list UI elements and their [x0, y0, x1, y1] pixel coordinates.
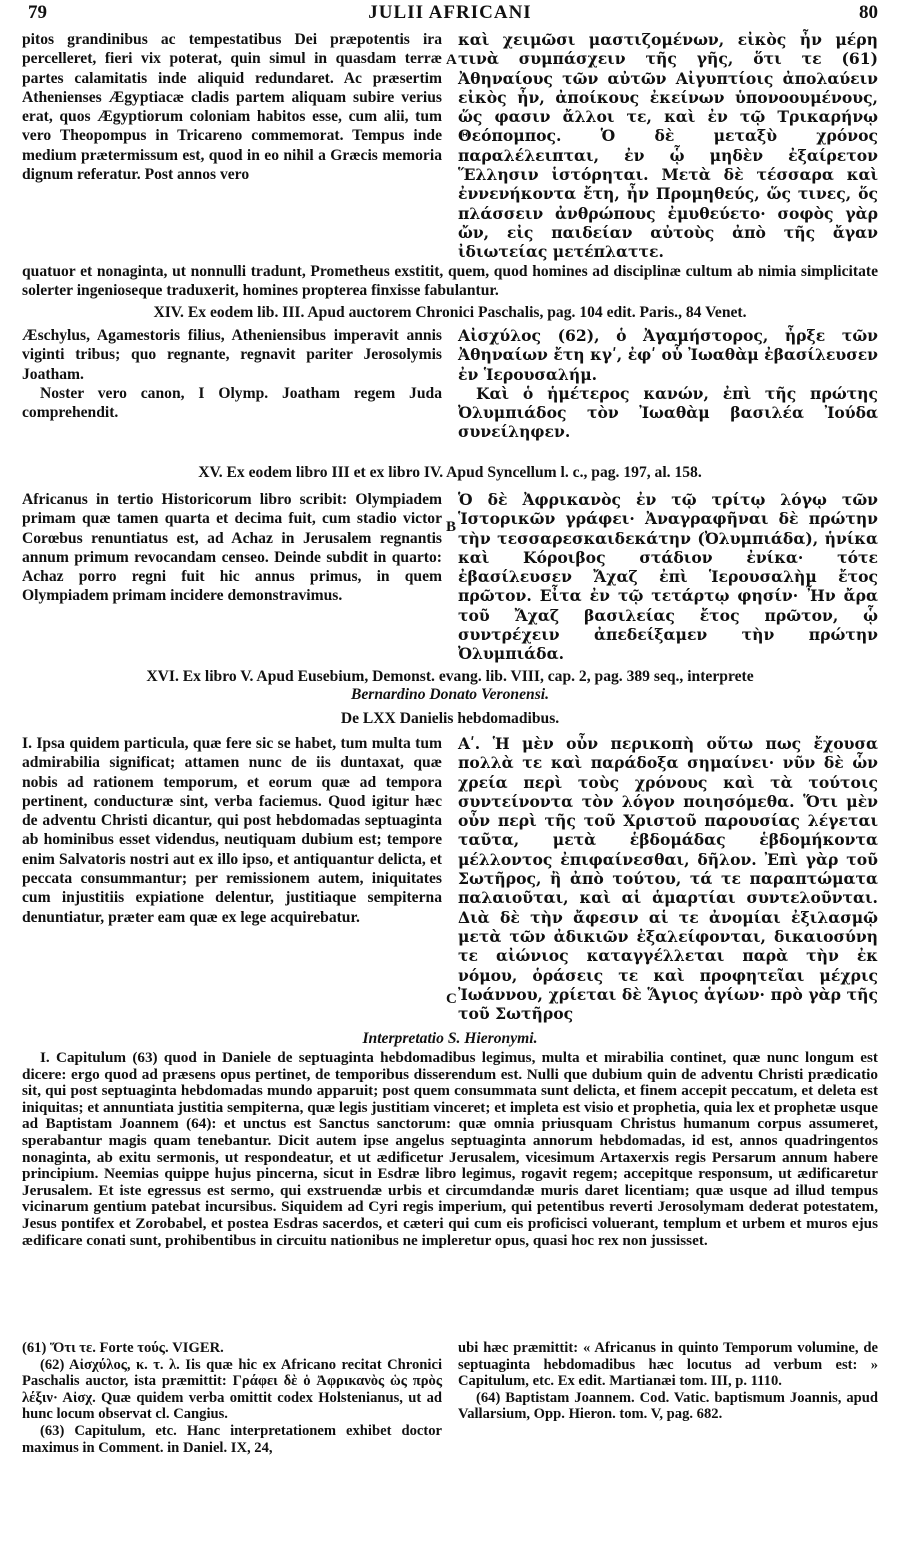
- page-number-right: 80: [859, 2, 878, 23]
- footnotes: [22, 1340, 878, 1456]
- footnote-62: (62) Αἰσχύλος, κ. τ. λ. Iis quæ hic ex Africano recitat Chronici Paschalis auctor, ista præmittit: Γράφει δὲ ὁ Ἀφρικανὸς ὡς πρὸς λέξιν· Αἰσχ. Quæ quidem verba omittit codex Holstenianus, ut ad hunc locum observat cl. Cangius.: [22, 1356, 442, 1423]
- section-14-greek: [458, 326, 878, 442]
- section-15-columns: [22, 490, 878, 664]
- section-13-latin: pitos grandinibus ac tempestatibus Dei præpotentis ira percelleret, fieri vix poterat, quin simul in quasdam terræ partes calamitatis inde aliquid redundaret. Ac præsertim Athenienses Ægyptiacæ cladis partem aliquam subire verius erat, quos Ægyptiorum coloniam habitos esse, cum alii, tum vero Theopompus in Tricareno commemorat. Tempus inde medium prætermissum est, quod in eo nihil a Græcis memoria dignum referatur. Post annos vero: [22, 31, 442, 184]
- section-14-greek-para2: Καὶ ὁ ἡμέτερος κανών, ἐπὶ τῆς πρώτης Ὀλυμπιάδος τὸν Ἰωαθὰμ βασιλέα Ἰούδα συνείληφεν.: [458, 383, 878, 442]
- interpretation-text: I. Capitulum (63) quod in Daniele de septuaginta hebdomadibus legimus, multa et mirabilia continet, quæ nunc longum est dicere: ergo quod ad præsens opus pertinet, de temporibus disserendum est. Nulli que dubium quin de adventu Christi prædicatio sit, qui post septuaginta hebdomadas mundo apparuit; post quem consummata sunt delicta, et finem accepit peccatum, et deleta est iniquitas; et annuntiata justitia sempiterna, quæ legis justitiam vinceret; et impleta est visio et prophetia, quia lex et prophetæ usque ad Baptistam Joannem (64): et unctus est Sanctus sanctorum: quæ omnia priusquam Christus humanum corpus assumeret, sperabantur magis quam tenebantur. Dicit autem ipse angelus septuaginta annorum hebdomadas, id est, annos quadringentos nonaginta, ab exitu sermonis, ut respondeatur, et ut ædificetur Jerusalem, vicesimum Artaxerxis regis Persarum annum habere principium. Neemias quippe hujus pincerna, sicut in Esdræ libro legimus, rogavit regem; accepitque responsum, ut ædificaretur Jerusalem. Et iste egressus est sermo, qui exstruendæ urbis et circumdandæ muris daret licentiam; quæ usque ad illud tempus vicinarum gentium patebat incursibus. Siquidem ad Cyri regis imperium, qui petentibus reverti Jerosolymam dederat potestatem, Jesus pontifex et Zorobabel, et postea Esdras sacerdos, et cæteri qui cum eis proficisci voluerant, templum et urbem et muros ejus ædificare conati sunt, prohibentibus in circuitu nationibus ne impleretur opus, quasi hoc rex non jussisset.: [22, 1049, 878, 1249]
- section-14-greek-para1: Αἰσχύλος (62), ὁ Ἀγαμήστορος, ἦρξε τῶν Ἀθηναίων ἔτη κγʹ, ἐφʹ οὗ Ἰωαθὰμ ἐβασίλευσεν ἐν Ἱερουσαλήμ.: [458, 326, 878, 384]
- footnotes-left: [22, 1340, 442, 1456]
- section-16-heading: XVI. Ex libro V. Apud Eusebium, Demonst. evang. lib. VIII, cap. 2, pag. 389 seq., interprete: [146, 668, 754, 685]
- section-14-latin: [22, 326, 442, 442]
- section-16-translator: Bernardino Donato Veronensi.: [350, 686, 549, 703]
- section-16-columns: [22, 734, 878, 1023]
- page: [22, 0, 878, 1547]
- running-title: JULII AFRICANI: [368, 2, 532, 23]
- margin-letter-a: A: [446, 52, 457, 68]
- footnote-63-continued: ubi hæc præmittit: « Africanus in quinto Temporum volumine, de septuaginta hebdomadibus hæc locutus ad verbum est: » Capitulum, etc. Ex edit. Martianæi tom. III, p. 1110.: [458, 1340, 878, 1390]
- section-14-latin-para1: Æschylus, Agamestoris filius, Atheniensibus imperavit annis viginti tribus; quo regnante, regnavit pariter Jerosolymis Joatham.: [22, 327, 442, 383]
- page-header: [22, 2, 878, 24]
- section-13-latin-continued: quatuor et nonaginta, ut nonnulli tradunt, Prometheus exstitit, quem, quod homines ad disciplinæ cultum ab nimia simplicitate solerter ingenioseque traduxerit, homines propterea finxisse fabulantur.: [22, 263, 878, 300]
- section-14-columns: [22, 326, 878, 442]
- section-16-subheading: De LXX Danielis hebdomadibus.: [340, 710, 560, 727]
- section-13-columns: [22, 30, 878, 262]
- section-14-latin-para2: Noster vero canon, I Olymp. Joatham regem Juda comprehendit.: [22, 384, 442, 422]
- footnote-63: (63) Capitulum, etc. Hanc interpretationem exhibet doctor maximus in Comment. in Daniel. IX, 24,: [22, 1422, 442, 1456]
- footnote-61: (61) Ὅτι τε. Forte τούς. VIGER.: [22, 1340, 224, 1356]
- section-16-latin: I. Ipsa quidem particula, quæ fere sic se habet, tum multa tum admirabilia significat; attamen nunc de iis duntaxat, quæ nobis ad rationem temporum, et eorum quæ ad tempora pertinent, conducturæ sint, verba faciemus. Quod igitur hæc de adventu Christi dicantur, qui post hebdomadas septuaginta ab hominibus esset videndus, neutiquam dubium est; tempore enim Salvatoris nostri aut ex illo ipso, et antiquantur delicta, et peccata consummantur; per remissionem autem, iniquitates cum injustitiis expiatione delentur, justitiaque sempiterna denuntiatur, præter eam quæ ex lege acquirebatur.: [22, 735, 442, 926]
- footnote-64: (64) Baptistam Joannem. Cod. Vatic. baptismum Joannis, apud Vallarsium, Opp. Hieron. tom. V, pag. 682.: [458, 1389, 878, 1423]
- section-16-greek: Αʹ. Ἡ μὲν οὖν περικοπὴ οὕτω πως ἔχουσα πολλὰ τε καὶ παράδοξα σημαίνει· νῦν δὲ ὧν χρεία περὶ τοὺς χρόνους καὶ τὰ τούτοις συντείνοντα τὸν λόγον ποιησόμεθα. Ὅτι μὲν οὖν περὶ τῆς τοῦ Χριστοῦ παρουσίας λέγεται ταῦτα, μετὰ ἑβδομάδας ἑβδομήκοντα μέλλοντος ἐπιφαίνεσθαι, δῆλον. Ἐπὶ γὰρ τοῦ Σωτῆρος, ἢ ἀπὸ τούτου, τά τε παραπτώματα παλαιοῦται, καὶ αἱ ἁμαρτίαι συντελοῦνται. Διὰ δὲ τὴν ἄφεσιν αἱ τε ἀνομίαι ἐξιλασμῷ μετὰ τῶν ἀδικιῶν ἐξαλείφονται, δικαιοσύνη τε αἰώνιος καταγγέλλεται παρὰ τὴν ἐκ νόμου, ὁράσεις τε καὶ προφητεῖαι μέχρις Ἰωάννου, χρίεται δὲ Ἅγιος ἁγίων· πρὸ γὰρ τῆς τοῦ Σωτῆρος: [458, 734, 878, 1024]
- section-15-greek: Ὁ δὲ Ἀφρικανὸς ἐν τῷ τρίτῳ λόγῳ τῶν Ἱστορικῶν γράφει· Ἀναγραφῆναι δὲ πρώτην τὴν τεσσαρεσκαιδεκάτην (Ὀλυμπιάδα), ἡνίκα καὶ Κόροιβος στάδιον ἐνίκα· τότε ἐβασίλευσεν Ἄχαζ ἐπὶ Ἱερουσαλὴμ ἔτος πρῶτον. Εἶτα ἐν τῷ τετάρτῳ φησίν· Ἦν ἄρα τοῦ Ἄχαζ βασιλείας ἔτος πρῶτον, ᾧ συντρέχειν ἀπεδείξαμεν τὴν πρώτην Ὀλυμπιάδα.: [458, 490, 878, 664]
- margin-letter-c: C: [446, 991, 457, 1007]
- section-15-latin: Africanus in tertio Historicorum libro scribit: Olympiadem primam quæ tamen quarta et decima fuit, cum stadio victor Corœbus renuntiatus est, ad Achaz in Jerusalem regnantis annum primum revocandam censeo. Deinde subdit in quarto: Achaz porro regni fuit hic annus primus, in quem Olympiadem primam incidere demonstravimus.: [22, 491, 442, 605]
- interpretation-heading: Interpretatio S. Hieronymi.: [362, 1030, 538, 1047]
- section-15-heading: XV. Ex eodem libro III et ex libro IV. Apud Syncellum l. c., pag. 197, al. 158.: [198, 464, 702, 481]
- page-number-left: 79: [28, 2, 47, 23]
- footnotes-right: [458, 1340, 878, 1456]
- section-13-greek: καὶ χειμῶσι μαστιζομένων, εἰκὸς ἦν μέρη τινὰ συμπάσχειν τῆς γῆς, ὅτι τε (61) Ἀθηναίους τῶν αὐτῶν Αἰγυπτίοις ἀπολαύειν εἰκὸς ἦν, ἀποίκους ἐκείνων ὑπονοουμένους, ὥς φασιν ἄλλοι τε, καὶ ἐν τῷ Τρικαρήνῳ Θεόπομπος. Ὁ δὲ μεταξὺ χρόνος παραλέλειπται, ἐν ᾧ μηδὲν ἐξαίρετον Ἕλλησιν ἱστόρηται. Μετὰ δὲ τέσσαρα καὶ ἐννενήκοντα ἔτη, ἦν Προμηθεύς, ὥς τινες, ὅς πλάσσειν ἀνθρώπους ἐμυθεύετο· σοφὸς γὰρ ὤν, εἰς παιδείαν αὐτοὺς ἀπὸ τῆς ἄγαν ἰδιωτείας μετέπλαττε.: [458, 30, 878, 262]
- margin-letter-b: B: [446, 519, 457, 535]
- section-14-heading: XIV. Ex eodem lib. III. Apud auctorem Chronici Paschalis, pag. 104 edit. Paris., 84 Venet.: [153, 304, 747, 321]
